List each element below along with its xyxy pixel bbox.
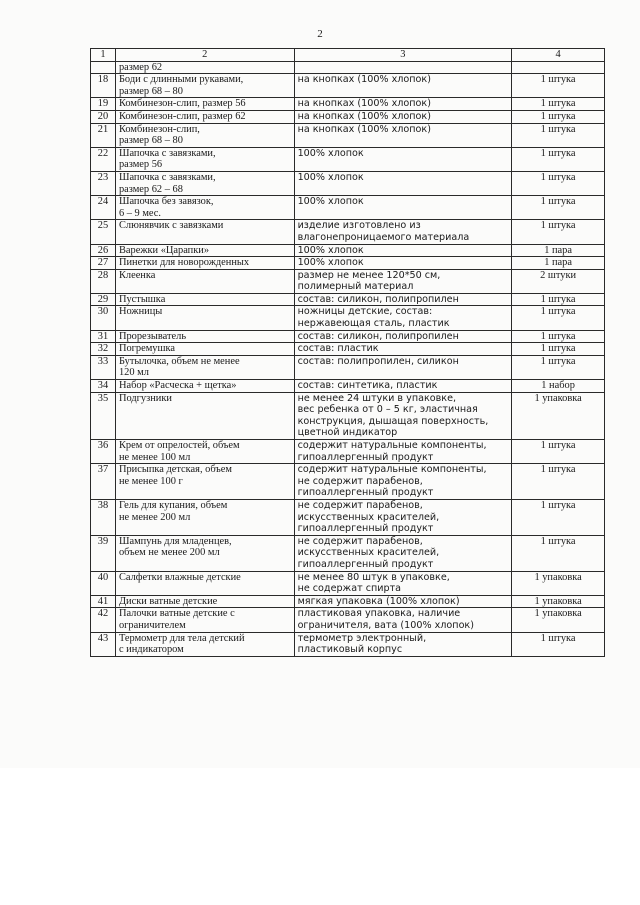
- row-number: 40: [91, 571, 116, 595]
- item-quantity: 1 штука: [512, 499, 605, 535]
- item-description: [294, 61, 512, 74]
- row-number: 39: [91, 535, 116, 571]
- table-row: [91, 61, 605, 74]
- table-row: [91, 535, 605, 571]
- table-row: [91, 244, 605, 257]
- table-row: [91, 269, 605, 293]
- item-description: мягкая упаковка (100% хлопок): [294, 595, 512, 608]
- row-number: 34: [91, 380, 116, 393]
- item-quantity: 1 упаковка: [512, 571, 605, 595]
- row-number: 41: [91, 595, 116, 608]
- item-quantity: 1 упаковка: [512, 595, 605, 608]
- table-row: [91, 571, 605, 595]
- page-number: 2: [317, 28, 323, 40]
- table-row: [91, 499, 605, 535]
- item-name: Комбинезон-слип, размер 62: [115, 110, 294, 123]
- item-name: Погремушка: [115, 343, 294, 356]
- item-description: состав: полипропилен, силикон: [294, 355, 512, 379]
- table-row: [91, 343, 605, 356]
- blank-area: [0, 768, 640, 905]
- row-number: 42: [91, 608, 116, 632]
- table-header-row: [91, 49, 605, 62]
- item-quantity: 1 набор: [512, 380, 605, 393]
- row-number: 21: [91, 123, 116, 147]
- item-quantity: 1 штука: [512, 355, 605, 379]
- table-row: [91, 330, 605, 343]
- row-number: 28: [91, 269, 116, 293]
- item-quantity: [512, 61, 605, 74]
- item-quantity: 1 упаковка: [512, 392, 605, 439]
- item-name: Шапочка без завязок, 6 – 9 мес.: [115, 196, 294, 220]
- item-description: состав: силикон, полипропилен: [294, 330, 512, 343]
- item-name: Палочки ватные детские с ограничителем: [115, 608, 294, 632]
- item-quantity: 1 штука: [512, 632, 605, 656]
- row-number: 24: [91, 196, 116, 220]
- item-quantity: 1 штука: [512, 464, 605, 500]
- row-number: 22: [91, 147, 116, 171]
- item-quantity: 1 штука: [512, 440, 605, 464]
- item-name: Бутылочка, объем не менее 120 мл: [115, 355, 294, 379]
- row-number: 26: [91, 244, 116, 257]
- row-number: 36: [91, 440, 116, 464]
- item-quantity: 1 пара: [512, 257, 605, 270]
- row-number: 25: [91, 220, 116, 244]
- row-number: 33: [91, 355, 116, 379]
- item-description: на кнопках (100% хлопок): [294, 123, 512, 147]
- item-quantity: 1 штука: [512, 293, 605, 306]
- item-description: содержит натуральные компоненты, не содержит парабенов, гипоаллергенный продукт: [294, 464, 512, 500]
- table-row: [91, 110, 605, 123]
- item-description: изделие изготовлено из влагонепроницаемого материала: [294, 220, 512, 244]
- table-row: [91, 196, 605, 220]
- item-name: Ножницы: [115, 306, 294, 330]
- table-row: [91, 98, 605, 111]
- column-header: 2: [115, 49, 294, 62]
- item-description: 100% хлопок: [294, 244, 512, 257]
- item-quantity: 1 упаковка: [512, 608, 605, 632]
- item-description: не содержит парабенов, искусственных красителей, гипоаллергенный продукт: [294, 535, 512, 571]
- item-description: на кнопках (100% хлопок): [294, 98, 512, 111]
- item-description: состав: синтетика, пластик: [294, 380, 512, 393]
- item-name: Диски ватные детские: [115, 595, 294, 608]
- table-row: [91, 380, 605, 393]
- item-quantity: 1 штука: [512, 123, 605, 147]
- table-body: [91, 61, 605, 656]
- item-description: термометр электронный, пластиковый корпус: [294, 632, 512, 656]
- table-row: [91, 147, 605, 171]
- item-name: Пинетки для новорожденных: [115, 257, 294, 270]
- table-row: [91, 306, 605, 330]
- table-row: [91, 220, 605, 244]
- table-row: [91, 293, 605, 306]
- item-description: пластиковая упаковка, наличие ограничителя, вата (100% хлопок): [294, 608, 512, 632]
- row-number: 18: [91, 74, 116, 98]
- item-name: Шапочка с завязками, размер 56: [115, 147, 294, 171]
- item-description: на кнопках (100% хлопок): [294, 110, 512, 123]
- row-number: 35: [91, 392, 116, 439]
- table-row: [91, 632, 605, 656]
- item-description: на кнопках (100% хлопок): [294, 74, 512, 98]
- item-name: размер 62: [115, 61, 294, 74]
- item-quantity: 2 штуки: [512, 269, 605, 293]
- item-description: размер не менее 120*50 см, полимерный материал: [294, 269, 512, 293]
- item-name: Комбинезон-слип, размер 56: [115, 98, 294, 111]
- item-quantity: 1 штука: [512, 74, 605, 98]
- item-name: Набор «Расческа + щетка»: [115, 380, 294, 393]
- row-number: 27: [91, 257, 116, 270]
- row-number: 32: [91, 343, 116, 356]
- item-description: 100% хлопок: [294, 196, 512, 220]
- table-row: [91, 355, 605, 379]
- table-row: [91, 464, 605, 500]
- item-description: содержит натуральные компоненты, гипоаллергенный продукт: [294, 440, 512, 464]
- row-number: 20: [91, 110, 116, 123]
- row-number: 29: [91, 293, 116, 306]
- item-name: Термометр для тела детский с индикатором: [115, 632, 294, 656]
- item-name: Шапочка с завязками, размер 62 – 68: [115, 171, 294, 195]
- item-name: Боди с длинными рукавами, размер 68 – 80: [115, 74, 294, 98]
- item-description: состав: силикон, полипропилен: [294, 293, 512, 306]
- row-number: 43: [91, 632, 116, 656]
- item-quantity: 1 штука: [512, 343, 605, 356]
- table-row: [91, 595, 605, 608]
- item-description: не содержит парабенов, искусственных красителей, гипоаллергенный продукт: [294, 499, 512, 535]
- column-header: 3: [294, 49, 512, 62]
- item-name: Гель для купания, объем не менее 200 мл: [115, 499, 294, 535]
- row-number: 30: [91, 306, 116, 330]
- column-header: 4: [512, 49, 605, 62]
- item-description: 100% хлопок: [294, 171, 512, 195]
- item-description: 100% хлопок: [294, 147, 512, 171]
- item-description: не менее 80 штук в упаковке, не содержат спирта: [294, 571, 512, 595]
- item-description: 100% хлопок: [294, 257, 512, 270]
- row-number: 38: [91, 499, 116, 535]
- row-number: [91, 61, 116, 74]
- table-row: [91, 608, 605, 632]
- item-name: Варежки «Царапки»: [115, 244, 294, 257]
- table-row: [91, 74, 605, 98]
- item-quantity: 1 штука: [512, 330, 605, 343]
- item-quantity: 1 штука: [512, 220, 605, 244]
- item-description: не менее 24 штуки в упаковке, вес ребенка от 0 – 5 кг, эластичная конструкция, дышащая поверхность, цветной индикатор: [294, 392, 512, 439]
- item-name: Шампунь для младенцев, объем не менее 200 мл: [115, 535, 294, 571]
- item-name: Присыпка детская, объем не менее 100 г: [115, 464, 294, 500]
- item-name: Прорезыватель: [115, 330, 294, 343]
- table-row: [91, 257, 605, 270]
- item-quantity: 1 штука: [512, 306, 605, 330]
- item-name: Слюнявчик с завязками: [115, 220, 294, 244]
- column-header: 1: [91, 49, 116, 62]
- item-name: Салфетки влажные детские: [115, 571, 294, 595]
- item-name: Пустышка: [115, 293, 294, 306]
- item-name: Клеенка: [115, 269, 294, 293]
- item-name: Подгузники: [115, 392, 294, 439]
- row-number: 31: [91, 330, 116, 343]
- row-number: 37: [91, 464, 116, 500]
- item-description: ножницы детские, состав: нержавеющая сталь, пластик: [294, 306, 512, 330]
- row-number: 23: [91, 171, 116, 195]
- item-quantity: 1 штука: [512, 98, 605, 111]
- item-quantity: 1 штука: [512, 535, 605, 571]
- row-number: 19: [91, 98, 116, 111]
- item-quantity: 1 штука: [512, 196, 605, 220]
- table-row: [91, 123, 605, 147]
- item-description: состав: пластик: [294, 343, 512, 356]
- table-row: [91, 440, 605, 464]
- item-quantity: 1 штука: [512, 147, 605, 171]
- item-name: Комбинезон-слип, размер 68 – 80: [115, 123, 294, 147]
- item-quantity: 1 штука: [512, 171, 605, 195]
- items-table: [90, 48, 605, 657]
- item-quantity: 1 пара: [512, 244, 605, 257]
- table-row: [91, 171, 605, 195]
- item-name: Крем от опрелостей, объем не менее 100 мл: [115, 440, 294, 464]
- item-quantity: 1 штука: [512, 110, 605, 123]
- table-row: [91, 392, 605, 439]
